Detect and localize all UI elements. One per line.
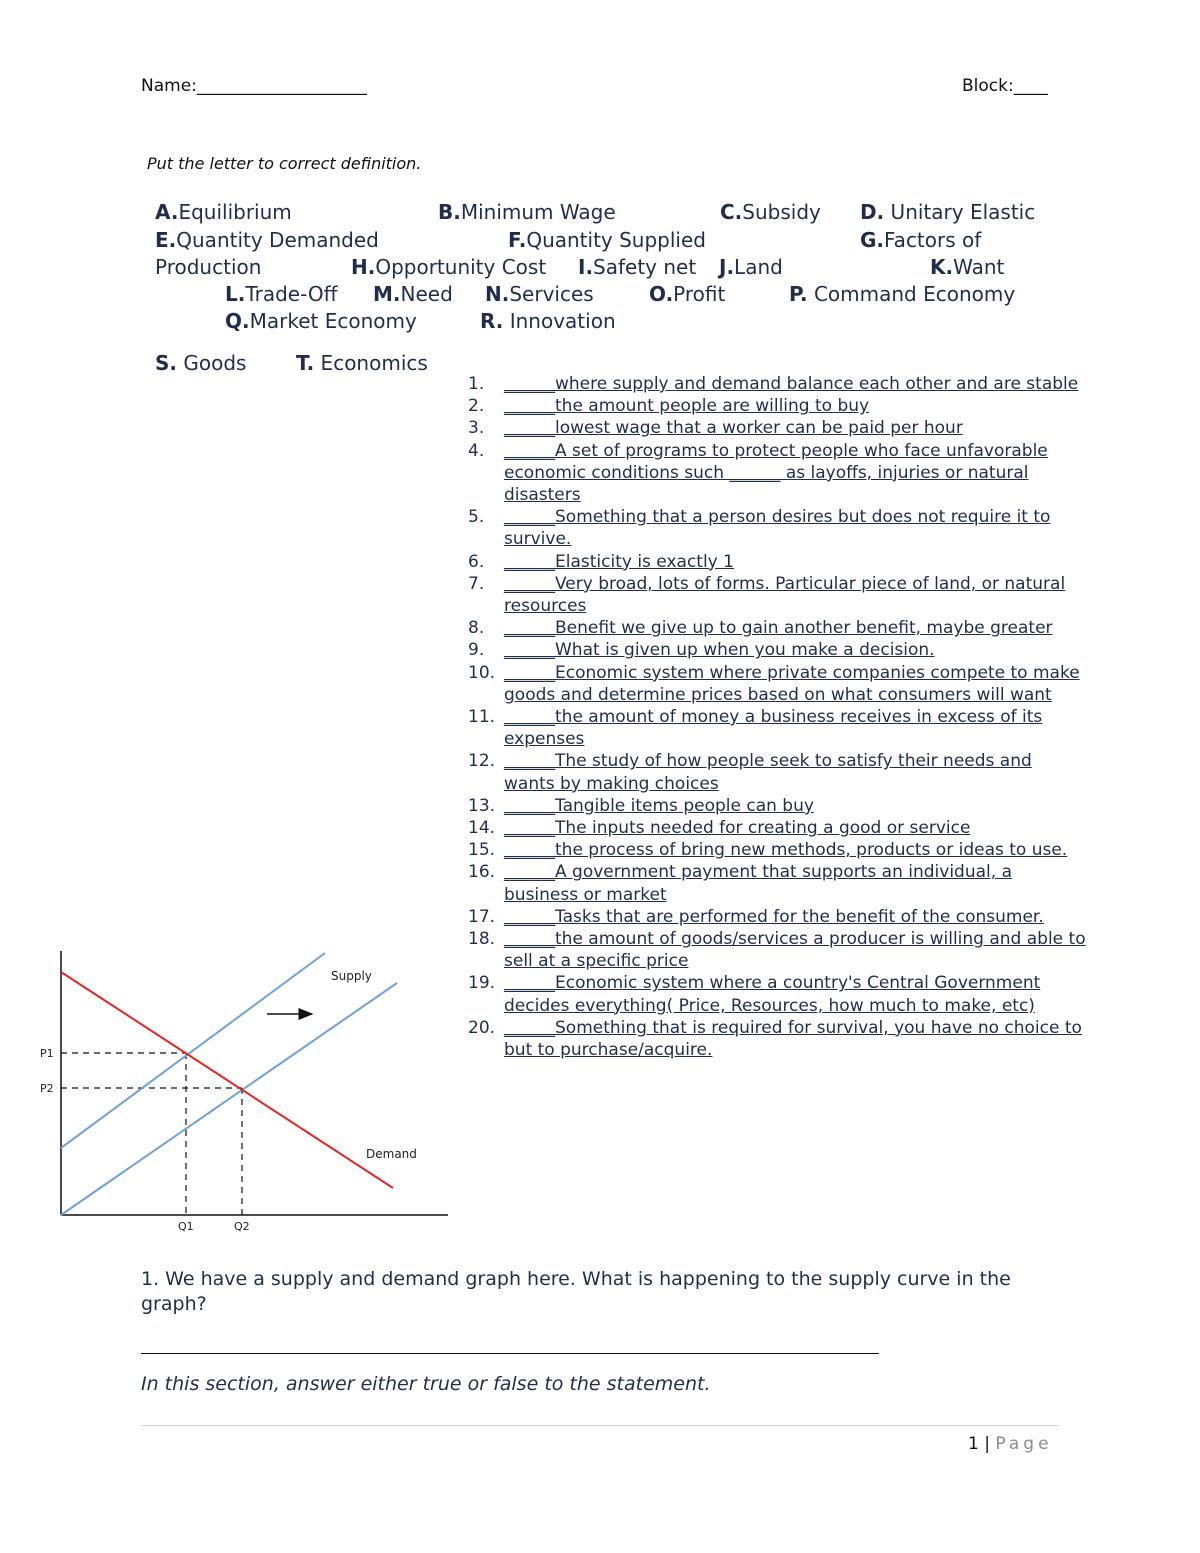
definition-item: 6. ______Elasticity is exactly 1 — [468, 551, 734, 572]
term-t: T. Economics — [296, 351, 428, 373]
supply-label: Supply — [331, 969, 372, 983]
instruction-text: Put the letter to correct definition. — [147, 154, 422, 173]
term-n: N.Services — [485, 282, 594, 306]
term-o: O.Profit — [649, 282, 726, 306]
answer-line[interactable] — [141, 1353, 879, 1354]
term-j: J.Land — [719, 255, 783, 279]
block-field-label: Block:____ — [962, 76, 1048, 96]
definition-item: 19. ______Economic system where a country's Central Government decides everything( Price, Resources, how much to make, etc) — [468, 973, 1041, 1016]
term-m: M.Need — [373, 282, 453, 306]
term-d: D. Unitary Elastic — [860, 200, 1036, 224]
supply-curve-shifted — [61, 983, 397, 1215]
definition-item: 7. ______Very broad, lots of forms. Particular piece of land, or natural resources — [468, 573, 1066, 617]
definition-item: 20. ______Something that is required for survival, you have no choice to but to purchase/acquire. — [468, 1017, 1082, 1061]
tick-label-p2: P2 — [40, 1082, 54, 1095]
supply-demand-chart — [30, 945, 460, 1240]
definition-item: 3. ______lowest wage that a worker can be paid per hour — [468, 418, 963, 439]
demand-label: Demand — [366, 1147, 417, 1161]
term-r: R. Innovation — [480, 309, 616, 333]
definition-item: 11. ______the amount of money a business receives in excess of its expenses — [468, 707, 1043, 750]
tick-label-q2: Q2 — [234, 1220, 250, 1233]
term-k: K.Want — [930, 255, 1005, 279]
definition-item: 12. ______The study of how people seek to satisfy their needs and wants by making choices — [468, 751, 1032, 794]
question-1: 1. We have a supply and demand graph here. What is happening to the supply curve in the graph? — [141, 1268, 1011, 1315]
term-b: B.Minimum Wage — [438, 200, 616, 224]
definition-item: 18. ______the amount of goods/services a producer is willing and able to sell at a specific price — [468, 929, 1086, 972]
term-f: F.Quantity Supplied — [508, 228, 706, 252]
term-c: C.Subsidy — [720, 200, 821, 224]
definition-item: 8. ______Benefit we give up to gain another benefit, maybe greater — [468, 618, 1053, 639]
definition-list — [468, 373, 1124, 1061]
term-l: L.Trade-Off — [225, 282, 338, 306]
definition-item: 10. ______Economic system where private companies compete to make goods and determine prices based on what consumers will want — [468, 662, 1080, 705]
definition-item: 16. ______A government payment that supports an individual, a business or market — [468, 862, 1012, 905]
term-a: A.Equilibrium — [155, 200, 292, 224]
name-field-label: Name:____________________ — [141, 76, 367, 96]
definition-item: 13. ______Tangible items people can buy — [468, 795, 814, 816]
definition-item: 4. ______A set of programs to protect people who face unfavorable economic conditions such ______ as layoffs, injuries or natural disasters — [468, 440, 1048, 506]
definition-item: 1. ______where supply and demand balance each other and are stable — [468, 374, 1079, 394]
term-i: I.Safety net — [578, 255, 697, 279]
term-g-continued: Production — [155, 255, 262, 279]
demand-curve — [61, 972, 393, 1188]
term-p: P. Command Economy — [789, 282, 1016, 306]
tick-label-q1: Q1 — [178, 1220, 194, 1233]
term-s: S. Goods — [155, 351, 247, 375]
definition-item: 17. ______Tasks that are performed for the benefit of the consumer. — [468, 906, 1044, 927]
tick-label-p1: P1 — [40, 1047, 54, 1060]
footer-divider — [141, 1425, 1059, 1426]
term-q: Q.Market Economy — [225, 309, 417, 333]
definition-item: 9. ______What is given up when you make a decision. — [468, 640, 935, 661]
definition-item: 15. ______the process of bring new methods, products or ideas to use. — [468, 840, 1068, 861]
term-h: H.Opportunity Cost — [351, 255, 547, 279]
definition-item: 14. ______The inputs needed for creating a good or service — [468, 818, 971, 839]
section-note: In this section, answer either true or false to the statement. — [141, 1373, 711, 1395]
definition-item: 2. ______the amount people are willing to buy — [468, 396, 870, 417]
term-g: G.Factors of — [860, 228, 982, 252]
page-number: 1 | Page — [968, 1434, 1053, 1454]
term-e: E.Quantity Demanded — [155, 228, 379, 252]
definition-item: 5. ______Something that a person desires but does not require it to survive. — [468, 507, 1051, 550]
